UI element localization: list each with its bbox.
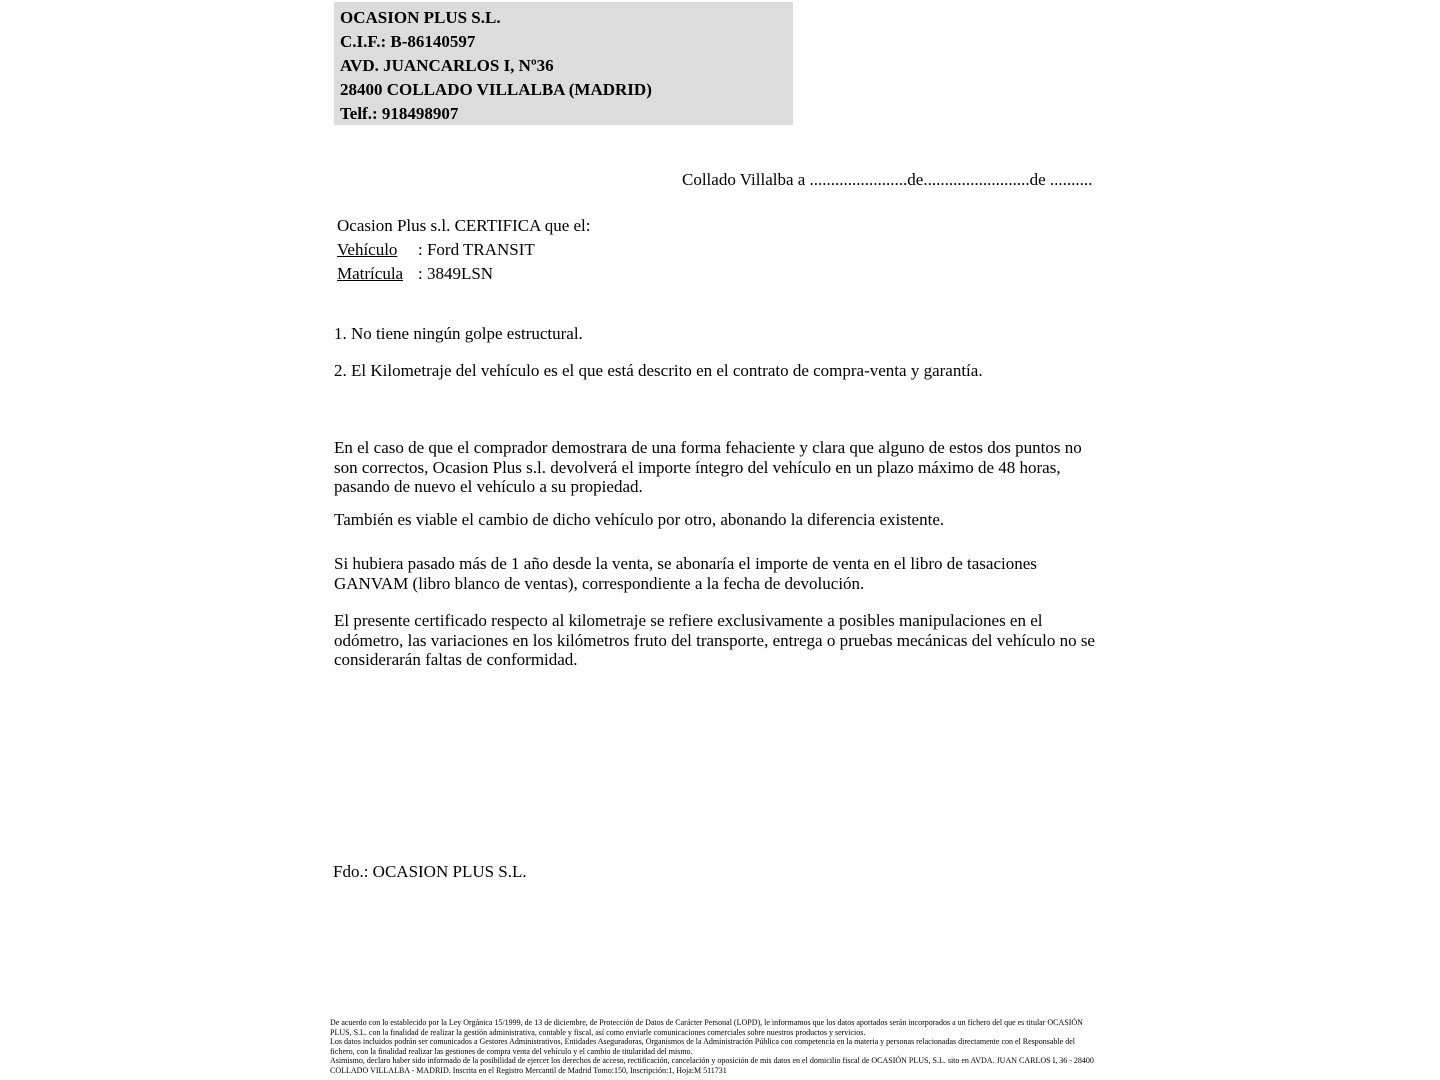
company-header-box	[334, 2, 793, 125]
paragraph-odometer-disclaimer: El presente certificado respecto al kilometraje se refiere exclusivamente a posibles manipulaciones en el odómetro, las variaciones en los kilómetros fruto del transporte, entrega o pruebas mecánicas del vehículo no se considerarán faltas de conformidad.	[334, 611, 1095, 669]
condition-point-2: 2. El Kilometraje del vehículo es el que está descrito en el contrato de compra-venta y garantía.	[334, 361, 983, 380]
legal-paragraph-data-sharing: Los datos incluidos podrán ser comunicados a Gestores Administrativos, Entidades Aseguradoras, Organismos de la Administración Pública con competencia en la materia y personas relacionadas directamente con el Responsable del fichero, con la finalidad realizar las gestiones de compra venta del vehículo y el cambio de titularidad del mismo.	[330, 1037, 1075, 1056]
company-city: 28400 COLLADO VILLALBA (MADRID)	[340, 80, 652, 99]
legal-paragraph-lopd: De acuerdo con lo establecido por la Ley Orgánica 15/1999, de 13 de diciembre, de Protección de Datos de Carácter Personal (LOPD), le informamos que los datos aportados serán incorporados a un fichero del que es titular OCASIÓN PLUS, S.L. con la finalidad de realizar la gestión administrativa, contable y fiscal, así como enviarle comunicaciones comerciales sobre nuestros productos y servicios.	[330, 1018, 1083, 1037]
legal-paragraph-rights: Asimismo, declaro haber sido informado de la posibilidad de ejercer los derechos de acceso, rectificación, cancelación y oposición de mis datos en el domicilio fiscal de OCASIÓN PLUS, S.L. sito en AVDA. JUAN CARLOS I, 36 - 28400 COLLADO VILLALBA - MADRID. Inscrita en el Registro Mercantil de Madrid Tomo:150, Inscripción:1, Hoja:M 511731	[330, 1056, 1094, 1075]
date-line: Collado Villalba a .......................de.........................de ..........	[682, 170, 1093, 189]
company-phone: Telf.: 918498907	[340, 104, 459, 123]
vehicle-value: : Ford TRANSIT	[418, 240, 535, 259]
plate-label-cell	[337, 262, 418, 286]
paragraph-exchange-option: También es viable el cambio de dicho vehículo por otro, abonando la diferencia existente.	[334, 510, 945, 529]
vehicle-label: Vehículo	[337, 240, 398, 259]
vehicle-label-cell	[337, 238, 418, 262]
company-address: AVD. JUANCARLOS I, Nº36	[340, 56, 554, 75]
condition-point-1: 1. No tiene ningún golpe estructural.	[334, 324, 583, 343]
vehicle-row	[337, 238, 591, 262]
plate-value: : 3849LSN	[418, 264, 494, 283]
plate-row	[337, 262, 591, 286]
paragraph-refund-policy: En el caso de que el comprador demostrara de una forma fehaciente y clara que alguno de estos dos puntos no son correctos, Ocasion Plus s.l. devolverá el importe íntegro del vehículo en un plazo máximo de 48 horas, pasando de nuevo el vehículo a su propiedad.	[334, 438, 1082, 496]
company-cif: C.I.F.: B-86140597	[340, 32, 476, 51]
plate-label: Matrícula	[337, 264, 404, 283]
company-name: OCASION PLUS S.L.	[340, 8, 501, 27]
legal-fine-print	[330, 1018, 1100, 1076]
signature-line: Fdo.: OCASION PLUS S.L.	[333, 862, 527, 881]
certification-block	[337, 214, 591, 286]
certify-intro: Ocasion Plus s.l. CERTIFICA que el:	[337, 216, 591, 235]
paragraph-ganvam: Si hubiera pasado más de 1 año desde la venta, se abonaría el importe de venta en el libro de tasaciones GANVAM (libro blanco de ventas), correspondiente a la fecha de devolución.	[334, 554, 1037, 593]
